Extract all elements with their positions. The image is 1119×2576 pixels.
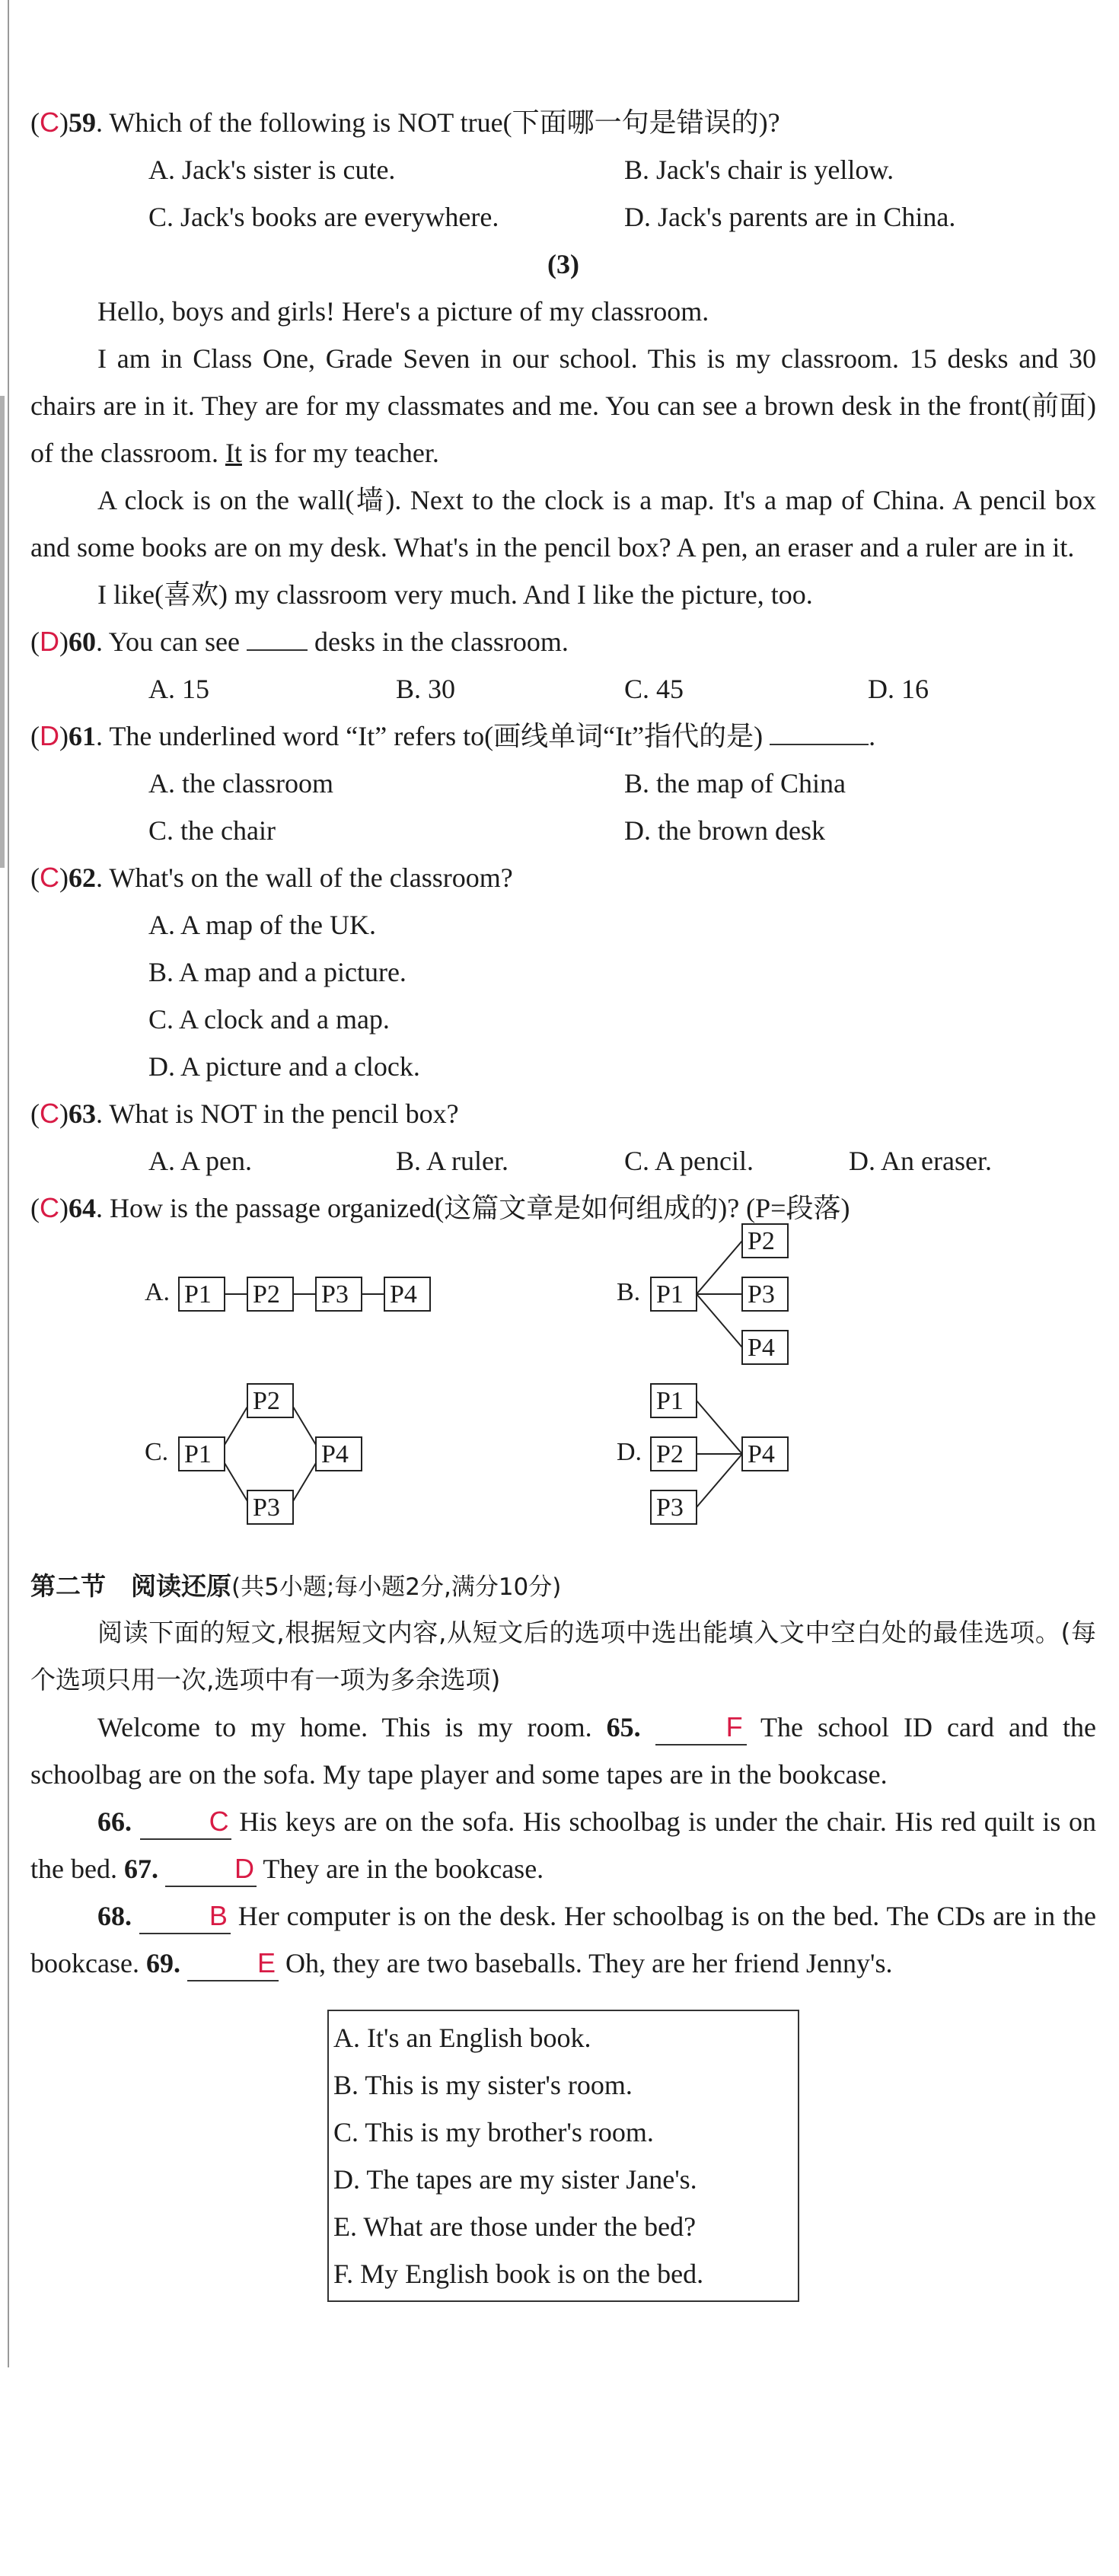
section-subtitle: (共5小题;每小题2分,满分10分) bbox=[231, 1573, 562, 1601]
passage-paragraph: Hello, boys and girls! Here's a picture of my classroom. bbox=[97, 296, 709, 327]
diagram-label-c: C. bbox=[145, 1438, 169, 1466]
option-a: A. 15 bbox=[148, 674, 209, 704]
options-row bbox=[30, 193, 1096, 241]
question-64: (C)64. How is the passage organized(这篇文章是如何组成的)? (P=段落) bbox=[30, 1192, 850, 1223]
blank-number: 69. bbox=[145, 1948, 180, 1978]
passage-paragraph bbox=[30, 335, 1096, 477]
options-row bbox=[30, 948, 1096, 996]
node-p2: P2 bbox=[253, 1280, 280, 1309]
passage-text: I am in Class One, Grade Seven in our school. This is my classroom. 15 desks and 30 chairs are in it. They are for my classmates and me. You can see a brown desk in the front(前面) of the classroom. bbox=[30, 343, 1096, 468]
passage-text: is for my teacher. bbox=[248, 438, 439, 468]
option-d: D. 16 bbox=[868, 674, 929, 704]
connector bbox=[293, 1463, 316, 1501]
answer-69: E bbox=[257, 1947, 276, 1978]
option-a: A. It's an English book. bbox=[333, 2023, 591, 2053]
node-p1: P1 bbox=[184, 1440, 212, 1468]
blank-number: 68. bbox=[97, 1901, 132, 1931]
worksheet-page bbox=[30, 99, 1096, 2302]
margin-line bbox=[8, 0, 9, 2367]
option-c: C. 45 bbox=[624, 674, 684, 704]
option-c: C. A clock and a map. bbox=[148, 1004, 390, 1035]
blank-68 bbox=[139, 1899, 231, 1934]
node-p4: P4 bbox=[321, 1440, 349, 1468]
cloze-text: The school ID card and the schoolbag are on the sofa. My tape player and some tapes are in the bookcase. bbox=[30, 1712, 1097, 1790]
diagram-c bbox=[145, 1369, 388, 1551]
diagram-c-svg bbox=[145, 1369, 388, 1536]
answer-67: D bbox=[234, 1853, 254, 1884]
blank-67 bbox=[165, 1852, 257, 1887]
diagram-d bbox=[617, 1369, 860, 1551]
question-text: . What's on the wall of the classroom? bbox=[96, 862, 513, 893]
question-number: 59 bbox=[69, 107, 96, 138]
option-c: C. Jack's books are everywhere. bbox=[148, 202, 499, 232]
options-row bbox=[30, 146, 1096, 193]
cloze-text: Welcome to my home. This is my room. bbox=[97, 1712, 592, 1742]
question-text: . What is NOT in the pencil box? bbox=[96, 1098, 459, 1129]
options-row bbox=[30, 1137, 1096, 1184]
options-row bbox=[30, 1043, 1096, 1090]
node-p1: P1 bbox=[656, 1280, 684, 1309]
section-header bbox=[30, 1562, 1096, 1609]
question-text: . Which of the following is NOT true(下面哪一句是错误的)? bbox=[96, 107, 780, 138]
diagram-b bbox=[617, 1209, 860, 1391]
node-p3: P3 bbox=[748, 1280, 775, 1309]
section-instructions: 阅读下面的短文,根据短文内容,从短文后的选项中选出能填入文中空白处的最佳选项。(每个选项只用一次,选项中有一项为多余选项) bbox=[30, 1618, 1096, 1694]
answer-63: C bbox=[40, 1098, 59, 1129]
cloze-paragraph bbox=[30, 1892, 1096, 1987]
option-b: B. A ruler. bbox=[396, 1146, 509, 1176]
options-row bbox=[30, 807, 1096, 854]
option-d: D. the brown desk bbox=[624, 815, 825, 846]
option-e: E. What are those under the bed? bbox=[333, 2211, 697, 2242]
question-text: . You can see bbox=[96, 626, 240, 657]
option-d: D. An eraser. bbox=[849, 1146, 992, 1176]
question-number: 64 bbox=[69, 1193, 96, 1223]
connector bbox=[697, 1294, 742, 1347]
answer-59: C bbox=[40, 107, 59, 138]
node-p2: P2 bbox=[253, 1387, 280, 1415]
options-row bbox=[30, 901, 1096, 948]
node-p4: P4 bbox=[748, 1440, 775, 1468]
answer-60: D bbox=[40, 626, 59, 657]
diagram-b-svg bbox=[617, 1209, 860, 1376]
answer-blank bbox=[770, 744, 869, 745]
blank-66 bbox=[140, 1805, 231, 1840]
question-number: 60 bbox=[69, 626, 96, 657]
question-number: 61 bbox=[69, 721, 96, 751]
answer-blank bbox=[247, 649, 308, 651]
section-title: 第二节 阅读还原 bbox=[30, 1571, 231, 1601]
option-a: A. Jack's sister is cute. bbox=[148, 155, 396, 185]
option-b: B. This is my sister's room. bbox=[333, 2070, 633, 2100]
blank-69 bbox=[187, 1946, 279, 1981]
question-63: (C)63. What is NOT in the pencil box? bbox=[30, 1098, 459, 1129]
connector bbox=[697, 1454, 742, 1507]
cloze-text: Her computer is on the desk. Her schoolbag is on the bed. The CDs are in the bookcase. bbox=[30, 1901, 1096, 1978]
node-p1: P1 bbox=[184, 1280, 212, 1309]
option-c: C. the chair bbox=[148, 815, 276, 846]
cloze-text: His keys are on the sofa. His schoolbag is under the chair. His red quilt is on the bed. bbox=[30, 1806, 1097, 1884]
passage-heading: (3) bbox=[547, 249, 579, 279]
option-b: B. 30 bbox=[396, 674, 456, 704]
question-61: (D)61. The underlined word “It” refers to(画线单词“It”指代的是) . bbox=[30, 720, 876, 751]
option-f: F. My English book is on the bed. bbox=[333, 2259, 704, 2289]
blank-number: 65. bbox=[606, 1712, 641, 1742]
connector bbox=[293, 1407, 316, 1445]
diagram-a-svg bbox=[145, 1262, 464, 1323]
options-row bbox=[30, 760, 1096, 807]
option-c: C. This is my brother's room. bbox=[333, 2117, 654, 2147]
cloze-text: Oh, they are two baseballs. They are her friend Jenny's. bbox=[285, 1948, 893, 1978]
option-d: D. The tapes are my sister Jane's. bbox=[333, 2164, 697, 2195]
diagram-label-a: A. bbox=[145, 1278, 171, 1306]
options-box bbox=[327, 2010, 799, 2302]
question-text: desks in the classroom. bbox=[314, 626, 569, 657]
option-a: A. A pen. bbox=[148, 1146, 253, 1176]
question-59: (C)59. Which of the following is NOT true(下面哪一句是错误的)? bbox=[30, 107, 780, 138]
blank-number: 66. bbox=[97, 1806, 132, 1837]
option-d: D. A picture and a clock. bbox=[148, 1051, 420, 1082]
connector bbox=[697, 1241, 742, 1294]
option-d: D. Jack's parents are in China. bbox=[624, 202, 956, 232]
option-c: C. A pencil. bbox=[624, 1146, 754, 1176]
diagram-label-d: D. bbox=[617, 1438, 642, 1466]
options-row bbox=[30, 996, 1096, 1043]
node-p2: P2 bbox=[656, 1440, 684, 1468]
option-b: B. A map and a picture. bbox=[148, 957, 406, 987]
node-p4: P4 bbox=[390, 1280, 417, 1309]
option-b: B. the map of China bbox=[624, 768, 846, 799]
cloze-paragraph bbox=[30, 1798, 1096, 1892]
node-p3: P3 bbox=[656, 1494, 684, 1522]
answer-68: B bbox=[209, 1900, 228, 1931]
cloze-text: They are in the bookcase. bbox=[263, 1854, 544, 1884]
node-p1: P1 bbox=[656, 1387, 684, 1415]
question-text: . The underlined word “It” refers to(画线单词“It”指代的是) bbox=[96, 721, 764, 751]
answer-61: D bbox=[40, 720, 59, 751]
diagram-label-b: B. bbox=[617, 1278, 641, 1306]
node-p2: P2 bbox=[748, 1227, 775, 1255]
passage-paragraph: A clock is on the wall(墙). Next to the clock is a map. It's a map of China. A pencil box and some books are on my desk. What's in the pencil box? A pen, an eraser and a ruler are in it. bbox=[30, 485, 1096, 563]
option-b: B. Jack's chair is yellow. bbox=[624, 155, 894, 185]
answer-64: C bbox=[40, 1192, 59, 1223]
node-p3: P3 bbox=[253, 1494, 280, 1522]
answer-66: C bbox=[209, 1806, 229, 1837]
cloze-paragraph bbox=[30, 1704, 1096, 1798]
answer-62: C bbox=[40, 862, 59, 893]
node-p3: P3 bbox=[321, 1280, 349, 1309]
blank-65 bbox=[655, 1710, 747, 1745]
underlined-word: It bbox=[225, 438, 242, 468]
structure-diagrams bbox=[30, 1227, 1096, 1551]
passage-paragraph: I like(喜欢) my classroom very much. And I like the picture, too. bbox=[97, 579, 813, 610]
question-62: (C)62. What's on the wall of the classroom? bbox=[30, 862, 513, 893]
connector bbox=[225, 1463, 247, 1501]
option-a: A. the classroom bbox=[148, 768, 333, 799]
connector bbox=[697, 1401, 742, 1454]
node-p4: P4 bbox=[748, 1334, 775, 1362]
binding-edge bbox=[0, 396, 5, 868]
blank-number: 67. bbox=[123, 1854, 158, 1884]
options-row bbox=[30, 665, 1096, 713]
answer-65: F bbox=[725, 1711, 743, 1742]
option-a: A. A map of the UK. bbox=[148, 910, 376, 940]
question-number: 63 bbox=[69, 1098, 96, 1129]
diagram-a bbox=[145, 1262, 464, 1337]
question-60: (D)60. You can see desks in the classroom. bbox=[30, 626, 569, 657]
connector bbox=[225, 1407, 247, 1445]
diagram-d-svg bbox=[617, 1369, 860, 1536]
question-text: . How is the passage organized(这篇文章是如何组成的)? (P=段落) bbox=[96, 1193, 850, 1223]
question-number: 62 bbox=[69, 862, 96, 893]
